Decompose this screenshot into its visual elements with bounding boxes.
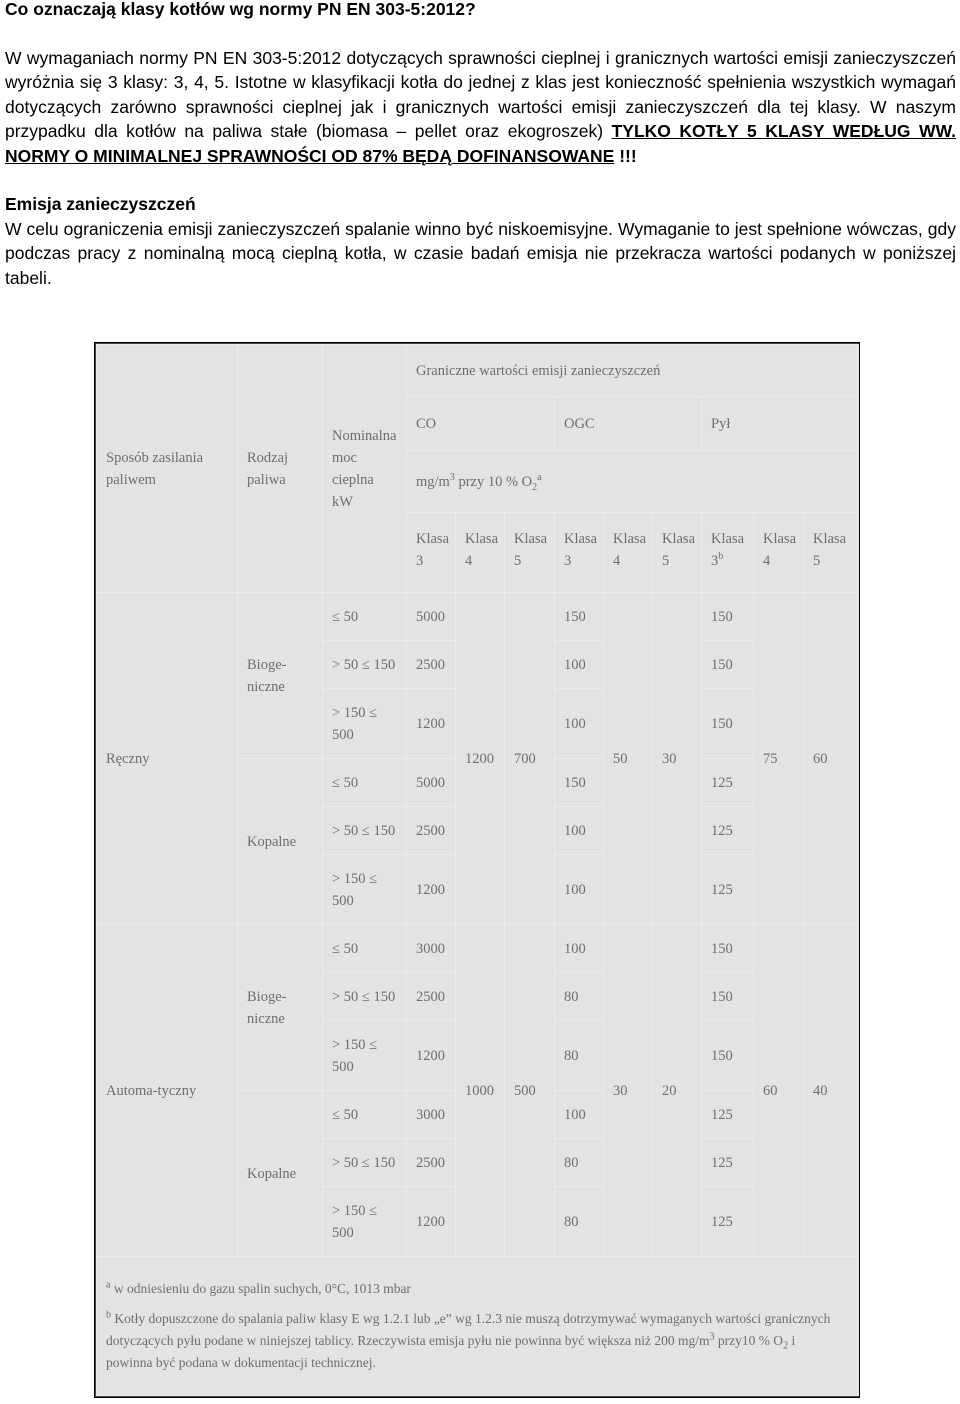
- power-range: > 150 ≤ 500: [323, 689, 407, 759]
- value-cell: 80: [555, 1187, 604, 1257]
- class-cell: Klasa 3$^b$: [702, 513, 754, 593]
- intro-paragraph: [5, 46, 956, 169]
- feed-manual: Ręczny: [97, 593, 238, 925]
- power-range: > 50 ≤ 150: [323, 1139, 407, 1187]
- value-cell: 3000: [407, 925, 456, 973]
- emission-limits-table: [96, 344, 859, 1396]
- value-cell: 20: [653, 925, 702, 1257]
- value-cell: 1200: [407, 1187, 456, 1257]
- value-cell: 150: [702, 925, 754, 973]
- feed-auto: Automa-tyczny: [97, 925, 238, 1257]
- value-cell: 100: [555, 925, 604, 973]
- fuel-fossil: Kopalne: [238, 1091, 323, 1257]
- intro-text: W wymaganiach normy PN EN 303-5:2012 dotyczących sprawności cieplnej i granicznych wartości emisji zanieczyszczeń wyróżnia się 3 klasy: 3, 4, 5. Istotne w klasyfikacji kotła do jednej z klas jest konieczność spełnienia wszystkich wymagań dotyczących zarówno sprawności cieplnej jak i granicznych wartości emisji zanieczyszczeń dla tej klasy. W naszym przypadku dla kotłów na paliwa stałe (biomasa – pellet oraz ekogroszek): [5, 47, 956, 141]
- value-cell: 1200: [407, 689, 456, 759]
- value-cell: 80: [555, 1021, 604, 1091]
- value-cell: 1000: [456, 925, 505, 1257]
- emission-limits-figure: [96, 344, 858, 1396]
- value-cell: 3000: [407, 1091, 456, 1139]
- value-cell: 30: [653, 593, 702, 925]
- class-cell: Klasa 4: [456, 513, 505, 593]
- value-cell: 150: [702, 689, 754, 759]
- footnotes: [97, 1257, 859, 1396]
- value-cell: 2500: [407, 807, 456, 855]
- class-cell: Klasa 4: [604, 513, 653, 593]
- value-cell: 60: [804, 593, 859, 925]
- value-cell: 40: [804, 925, 859, 1257]
- value-cell: 80: [555, 1139, 604, 1187]
- value-cell: 5000: [407, 593, 456, 641]
- value-cell: 60: [754, 925, 804, 1257]
- table-row: [97, 593, 859, 641]
- power-range: ≤ 50: [323, 925, 407, 973]
- value-cell: 5000: [407, 759, 456, 807]
- header-dust: Pył: [702, 397, 859, 451]
- value-cell: 125: [702, 1187, 754, 1257]
- header-feed: Sposób zasilania paliwem: [97, 345, 238, 593]
- value-cell: 1200: [407, 1021, 456, 1091]
- value-cell: 2500: [407, 1139, 456, 1187]
- value-cell: 100: [555, 855, 604, 925]
- header-group-title: Graniczne wartości emisji zanieczyszczeń: [407, 345, 859, 397]
- table-row: [97, 925, 859, 973]
- value-cell: 125: [702, 855, 754, 925]
- value-cell: 100: [555, 1091, 604, 1139]
- value-cell: 150: [702, 641, 754, 689]
- power-range: > 50 ≤ 150: [323, 807, 407, 855]
- value-cell: 150: [555, 759, 604, 807]
- value-cell: 500: [505, 925, 555, 1257]
- value-cell: 80: [555, 973, 604, 1021]
- class-cell: Klasa 3: [407, 513, 456, 593]
- value-cell: 100: [555, 641, 604, 689]
- power-range: > 150 ≤ 500: [323, 1187, 407, 1257]
- value-cell: 125: [702, 807, 754, 855]
- class-cell: Klasa 5: [505, 513, 555, 593]
- class-cell: Klasa 5: [804, 513, 859, 593]
- power-range: > 50 ≤ 150: [323, 641, 407, 689]
- header-ogc: OGC: [555, 397, 702, 451]
- value-cell: 150: [555, 593, 604, 641]
- value-cell: 50: [604, 593, 653, 925]
- page-title: Co oznaczają klasy kotłów wg normy PN EN 303-5:2012?: [5, 0, 476, 19]
- fuel-biogenic: Bioge- niczne: [238, 925, 323, 1091]
- power-range: ≤ 50: [323, 1091, 407, 1139]
- emission-paragraph: W celu ograniczenia emisji zanieczyszczeń spalanie winno być niskoemisyjne. Wymaganie to jest spełnione wówczas, gdy podczas pracy z nominalną mocą cieplną kotła, w czasie badań emisja nie przekracza wartości podanych w poniższej tabeli.: [5, 218, 956, 288]
- power-range: > 150 ≤ 500: [323, 1021, 407, 1091]
- header-power: Nominalna moc cieplna kW: [323, 345, 407, 593]
- value-cell: 700: [505, 593, 555, 925]
- value-cell: 1200: [407, 855, 456, 925]
- value-cell: 75: [754, 593, 804, 925]
- class-cell: Klasa 5: [653, 513, 702, 593]
- table-header-row: [97, 345, 859, 397]
- value-cell: 1200: [456, 593, 505, 925]
- fuel-fossil: Kopalne: [238, 759, 323, 925]
- footnote-a: $^a$ w odniesieniu do gazu spalin suchych, 0°C, 1013 mbar: [106, 1279, 411, 1296]
- value-cell: 100: [555, 807, 604, 855]
- class-cell: Klasa 4: [754, 513, 804, 593]
- header-fuel: Rodzaj paliwa: [238, 345, 323, 593]
- power-range: > 150 ≤ 500: [323, 855, 407, 925]
- value-cell: 2500: [407, 973, 456, 1021]
- class-cell: Klasa 3: [555, 513, 604, 593]
- value-cell: 30: [604, 925, 653, 1257]
- value-cell: 2500: [407, 641, 456, 689]
- value-cell: 150: [702, 973, 754, 1021]
- value-cell: 125: [702, 1091, 754, 1139]
- footnote-b: $^b$ Kotły dopuszczone do spalania paliw klasy E wg 1.2.1 lub „e” wg 1.2.3 nie muszą dotrzymywać wymaganych wartości granicznych dotyczących pyłu podane w niniejszej tablicy. Rzeczywista emisja pyłu nie powinna być większa niż 200 $mg/m^3$ przy10 % $O_2$ i powinna być podana w dokumentacji technicznej.: [106, 1309, 831, 1370]
- header-co: CO: [407, 397, 555, 451]
- value-cell: 100: [555, 689, 604, 759]
- table-footnotes: [97, 1257, 859, 1396]
- power-range: ≤ 50: [323, 593, 407, 641]
- funding-emphasis: TYLKO KOTŁY 5 KLASY WEDŁUG WW. NORMY O MINIMALNEJ SPRAWNOŚCI OD 87% BĘDĄ DOFINANSOWANE: [5, 121, 956, 166]
- value-cell: 125: [702, 759, 754, 807]
- value-cell: 150: [702, 593, 754, 641]
- header-unit: $mg/m^3$ przy 10 % $O_2^a$: [407, 451, 859, 513]
- fuel-biogenic: Bioge- niczne: [238, 593, 323, 759]
- power-range: ≤ 50: [323, 759, 407, 807]
- funding-emphasis-tail: !!!: [614, 145, 637, 166]
- section-heading: Emisja zanieczyszczeń: [5, 194, 196, 214]
- value-cell: 150: [702, 1021, 754, 1091]
- value-cell: 125: [702, 1139, 754, 1187]
- power-range: > 50 ≤ 150: [323, 973, 407, 1021]
- document: [5, 0, 956, 290]
